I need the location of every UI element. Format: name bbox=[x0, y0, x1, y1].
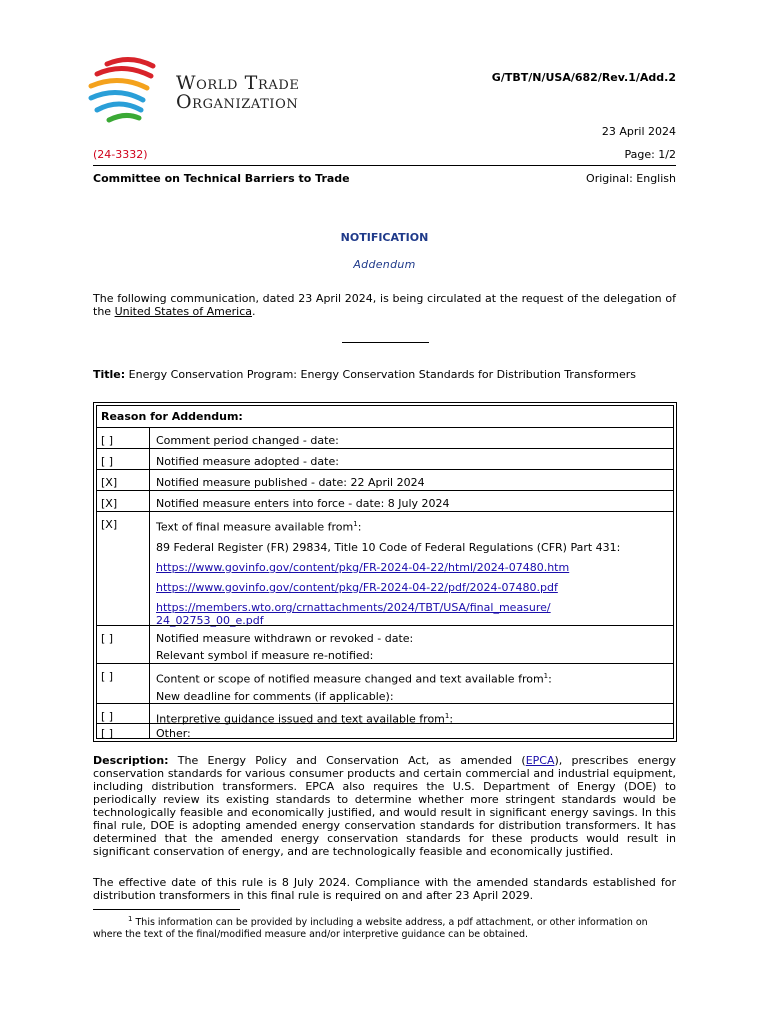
row-text-block bbox=[156, 518, 667, 627]
addendum-subheading: Addendum bbox=[353, 258, 416, 271]
epca-link[interactable]: EPCA bbox=[525, 754, 555, 767]
row-text-colon: : bbox=[357, 520, 362, 534]
row-text-line2: New deadline for comments (if applicable): bbox=[156, 689, 394, 703]
row-text: Comment period changed - date: bbox=[156, 434, 339, 447]
title-label: Title: bbox=[93, 368, 126, 381]
org-name-line2: Organization bbox=[176, 91, 299, 113]
reason-table bbox=[93, 402, 677, 742]
checkbox-mark: [ ] bbox=[101, 670, 114, 683]
table-row bbox=[97, 723, 673, 741]
checkbox-mark: [ ] bbox=[101, 434, 114, 447]
table-row bbox=[97, 625, 673, 664]
title-text: Energy Conservation Program: Energy Conservation Standards for Distribution Transformers bbox=[125, 368, 637, 381]
row-text-colon: : bbox=[449, 712, 454, 726]
row-text-block bbox=[156, 632, 667, 662]
table-row bbox=[97, 703, 673, 724]
org-name-line1: World Trade bbox=[176, 72, 300, 94]
member-link[interactable]: United States of America bbox=[114, 305, 253, 318]
table-row bbox=[97, 663, 673, 704]
table-row bbox=[97, 511, 673, 626]
row-detail: 89 Federal Register (FR) 29834, Title 10 Code of Federal Regulations (CFR) Part 431: bbox=[156, 540, 621, 554]
table-row bbox=[97, 448, 673, 470]
wto-logo-text bbox=[176, 74, 299, 112]
checkbox-mark: [ ] bbox=[101, 632, 114, 645]
section-divider bbox=[342, 342, 429, 343]
footnote-ref: 1 bbox=[543, 672, 549, 680]
row-text: Notified measure enters into force - date: 8 July 2024 bbox=[156, 497, 450, 510]
intro-text: The following communication, dated 23 April 2024, is being circulated at the request of the delegation of the bbox=[93, 292, 676, 318]
row-text: Notified measure adopted - date: bbox=[156, 455, 339, 468]
title-line bbox=[93, 368, 676, 381]
description-label: Description: bbox=[93, 754, 169, 767]
description-body: ), prescribes energy conservation standards for various consumer products and certain commercial and industrial equipment, including distribution transformers. EPCA also requires the U.S. Department of Energy (DOE) to periodically review its existing standards to determine whether more stringent standards would be technologically feasible and economically justified, and would result in significant energy savings. In this final rule, DOE is adopting amended energy conservation standards for distribution transformers. It has determined that the amended energy conservation standards for these products would result in significant conservation of energy, and are technologically feasible and economically justified. bbox=[93, 754, 676, 858]
footnote-ref: 1 bbox=[353, 520, 358, 528]
description-paragraph bbox=[93, 754, 676, 858]
footnote-mark: 1 bbox=[128, 915, 133, 923]
footnote-divider bbox=[93, 909, 240, 910]
wto-attachment-link[interactable]: https://members.wto.org/crnattachments/2024/TBT/USA/final_measure/ bbox=[156, 600, 551, 614]
row-text: Other: bbox=[156, 727, 191, 740]
checkbox-mark: [X] bbox=[101, 497, 118, 510]
checkbox-mark: [ ] bbox=[101, 727, 114, 740]
reference-number: (24-3332) bbox=[93, 148, 148, 161]
footnote-ref: 1 bbox=[444, 712, 450, 720]
document-date: 23 April 2024 bbox=[601, 125, 676, 138]
document-symbol: G/TBT/N/USA/682/Rev.1/Add.2 bbox=[491, 71, 676, 84]
intro-end: . bbox=[252, 305, 256, 318]
effective-date-paragraph: The effective date of this rule is 8 July 2024. Compliance with the amended standards established for distribution transformers in this final rule is required on and after 23 April 2029. bbox=[93, 876, 676, 902]
row-text-colon: : bbox=[548, 672, 552, 686]
description-pre: The Energy Policy and Conservation Act, as amended ( bbox=[168, 754, 526, 767]
checkbox-mark: [X] bbox=[101, 518, 118, 531]
checkbox-mark: [X] bbox=[101, 476, 118, 489]
row-text-line2: Relevant symbol if measure re-notified: bbox=[156, 649, 374, 662]
header-divider bbox=[93, 165, 676, 166]
row-text: Notified measure published - date: 22 April 2024 bbox=[156, 476, 425, 489]
wto-logo-swoosh-icon bbox=[91, 59, 153, 120]
govinfo-pdf-link[interactable]: https://www.govinfo.gov/content/pkg/FR-2024-04-22/pdf/2024-07480.pdf bbox=[156, 580, 558, 594]
row-text: Notified measure withdrawn or revoked - date: bbox=[156, 632, 414, 645]
row-text: Text of final measure available from bbox=[156, 520, 354, 534]
original-language: Original: English bbox=[586, 172, 676, 185]
row-text-block bbox=[156, 670, 667, 703]
row-text: Interpretive guidance issued and text available from bbox=[156, 712, 445, 726]
footnote-text: This information can be provided by including a website address, a pdf attachment, or other information on where the text of the final/modified measure and/or interpretive guidance can be obtained. bbox=[93, 917, 648, 941]
checkbox-mark: [ ] bbox=[101, 710, 114, 723]
reason-table-heading-row bbox=[97, 406, 673, 427]
checkbox-mark: [ ] bbox=[101, 455, 114, 468]
row-text: Content or scope of notified measure changed and text available from bbox=[156, 672, 544, 686]
wto-attachment-link-cont[interactable]: 24_02753_00_e.pdf bbox=[156, 613, 264, 627]
committee-name: Committee on Technical Barriers to Trade bbox=[93, 172, 350, 185]
table-row bbox=[97, 490, 673, 512]
govinfo-html-link[interactable]: https://www.govinfo.gov/content/pkg/FR-2024-04-22/html/2024-07480.htm bbox=[156, 560, 570, 574]
table-row bbox=[97, 427, 673, 449]
reason-table-heading: Reason for Addendum: bbox=[101, 410, 243, 423]
footnote bbox=[93, 913, 676, 941]
table-row bbox=[97, 469, 673, 491]
notification-heading: NOTIFICATION bbox=[340, 231, 429, 244]
intro-paragraph bbox=[93, 292, 676, 318]
page-number: Page: 1/2 bbox=[624, 148, 676, 161]
